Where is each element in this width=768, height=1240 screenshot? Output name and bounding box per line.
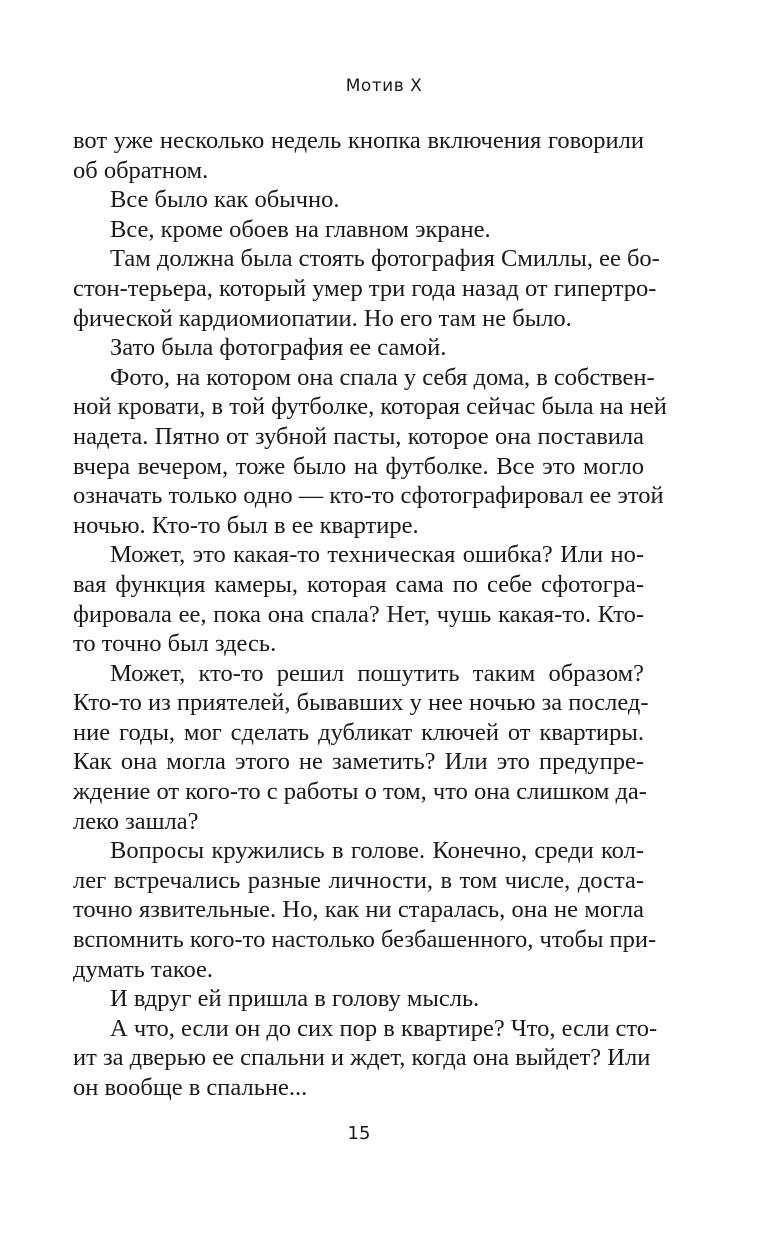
text-line: лег встречались разные личности, в том числе, доста- (73, 866, 644, 894)
text-line: ждение от кого-то с работы о том, что она слишком да- (73, 778, 647, 806)
text-line: Там должна была стоять фотография Смиллы, ее бо- (110, 245, 660, 273)
page-number: 15 (347, 1123, 371, 1144)
text-line: то точно был здесь. (73, 630, 277, 658)
text-line: фировала ее, пока она спала? Нет, чушь какая-то. Кто- (73, 600, 644, 628)
text-line: Может, это какая-то техническая ошибка? Или но- (110, 541, 644, 569)
text-line: ночью. Кто-то был в ее квартире. (73, 511, 419, 539)
text-line: Все было как обычно. (110, 186, 340, 214)
text-line: он вообще в спальне... (73, 1074, 308, 1101)
text-line: Как она могла этого не заметить? Или это предупре- (73, 748, 644, 776)
text-line: вспомнить кого-то настолько безбашенного, чтобы при- (73, 926, 657, 954)
text-line: Кто-то из приятелей, бывавших у нее ночью за послед- (73, 689, 649, 717)
text-line: ит за дверью ее спальни и ждет, когда она выйдет? Или (73, 1044, 651, 1072)
text-line: стон-терьера, который умер три года назад от гипертро- (73, 274, 657, 302)
text-line: точно язвительные. Но, как ни старалась, она не могла (73, 896, 644, 924)
text-line: означать только одно — кто-то сфотографировал ее этой (73, 482, 664, 510)
text-line: об обратном. (73, 156, 209, 184)
text-line: думать такое. (73, 955, 214, 983)
body-text (73, 126, 667, 1103)
text-line: И вдруг ей пришла в голову мысль. (110, 985, 480, 1013)
text-line: вая функция камеры, которая сама по себе сфотогра- (73, 570, 644, 598)
text-line: Все, кроме обоев на главном экране. (110, 215, 491, 243)
text-line: Фото, на котором она спала у себя дома, в собствен- (110, 363, 655, 391)
text-line: Может, кто-то решил пошутить таким образом? (110, 659, 644, 687)
text-line: вчера вечером, тоже было на футболке. Все это могло (73, 452, 644, 480)
text-line: вот уже несколько недель кнопка включения говорили (73, 127, 644, 154)
text-line: леко зашла? (73, 807, 199, 835)
text-line: А что, если он до сих пор в квартире? Что, если сто- (110, 1014, 658, 1042)
text-line: Вопросы кружились в голове. Конечно, среди кол- (110, 837, 644, 865)
text-line: фической кардиомиопатии. Но его там не было. (73, 304, 572, 332)
text-line: надета. Пятно от зубной пасты, которое она поставила (73, 422, 644, 450)
text-line: Зато была фотография ее самой. (110, 334, 447, 362)
text-line: ние годы, мог сделать дубликат ключей от квартиры. (73, 718, 644, 746)
text-line: ной кровати, в той футболке, которая сейчас была на ней (73, 393, 667, 421)
running-head: Мотив X (345, 76, 423, 96)
